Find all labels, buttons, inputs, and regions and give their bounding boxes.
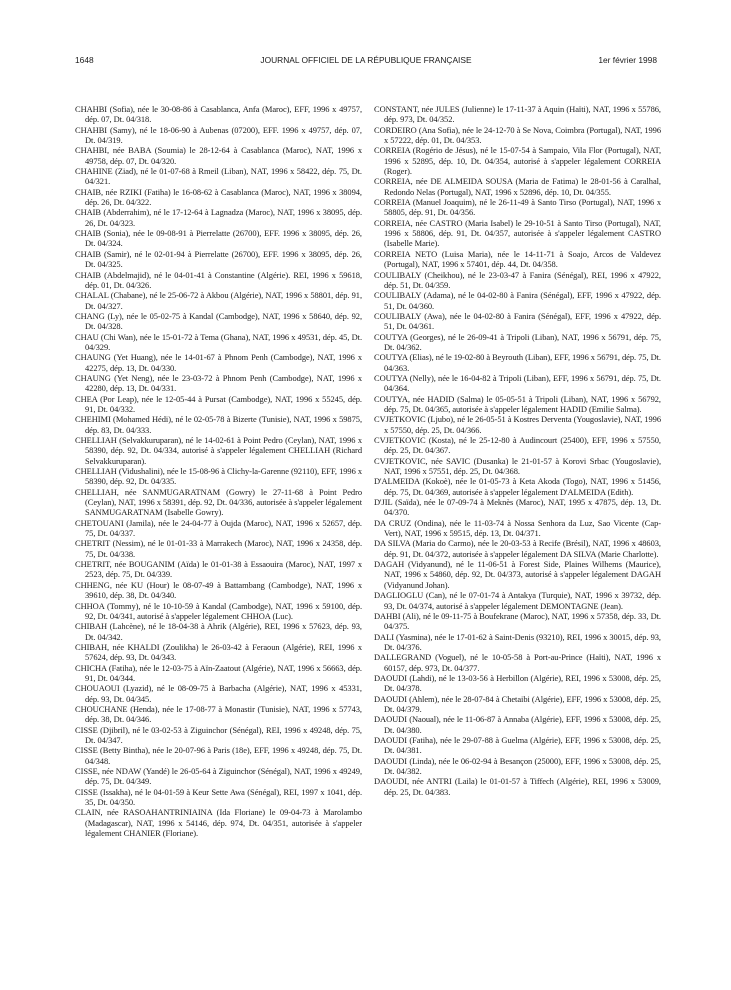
naturalization-entry: DA SILVA (Maria do Carmo), née le 20-03-53 à Recife (Brésil), NAT, 1996 x 48603, dép. 91, Dt. 04/372, autorisée à s'appeler légalement DA SILVA (Marie Charlotte). — [374, 538, 661, 559]
naturalization-entry: DALI (Yasmina), née le 17-01-62 à Saint-Denis (93210), REI, 1996 x 30015, dép. 93, Dt. 04/376. — [374, 631, 661, 652]
left-column — [75, 104, 362, 838]
naturalization-entry: CHAU (Chi Wan), née le 15-01-72 à Tema (Ghana), NAT, 1996 x 49531, dép. 45, Dt. 04/329. — [75, 331, 362, 352]
naturalization-entry: CHAIB (Abdelmajid), né le 04-01-41 à Constantine (Algérie). REI, 1996 x 59618, dép. 01, Dt. 04/326. — [75, 269, 362, 290]
naturalization-entry: D'ALMEIDA (Kokoè), née le 01-05-73 à Keta Akoda (Togo), NAT, 1996 x 51456, dép. 75, Dt. 04/369, autorisée à s'appeler légalement D'ALMEIDA (Edith). — [374, 476, 661, 497]
naturalization-entry: DAOUDI (Ahlem), née le 28-07-84 à Chetaibi (Algérie), EFF, 1996 x 53008, dép. 25, Dt. 04/379. — [374, 693, 661, 714]
naturalization-entry: CHICHA (Fatiha), née le 12-03-75 à Aïn-Zaatout (Algérie), NAT, 1996 x 56663, dép. 91, Dt. 04/344. — [75, 662, 362, 683]
page-header — [75, 54, 657, 68]
naturalization-entry: CHIBAH (Lahcène), né le 18-04-38 à Ahrik (Algérie), REI, 1996 x 57623, dép. 93, Dt. 04/342. — [75, 621, 362, 642]
naturalization-entry: CISSE, née NDAW (Yandé) le 26-05-64 à Ziguinchor (Sénégal), NAT, 1996 x 49249, dép. 75, Dt. 04/349. — [75, 766, 362, 787]
naturalization-entry: COULIBALY (Awa), née le 04-02-80 à Fanira (Sénégal), EFF, 1996 x 47922, dép. 51, Dt. 04/361. — [374, 310, 661, 332]
naturalization-entry: CVJETKOVIC, née SAVIC (Dusanka) le 21-01-57 à Korovi Srbac (Yougoslavie), NAT, 1996 x 57551, dép. 25, Dt. 04/368. — [374, 455, 661, 477]
naturalization-entry: DAGLIOGLU (Can), né le 07-01-74 à Antakya (Turquie), NAT, 1996 x 39732, dép. 93, Dt. 04/374, autorisé à s'appeler légalement DEMONTAGNE (Jean). — [374, 590, 661, 611]
journal-title: JOURNAL OFFICIEL DE LA RÉPUBLIQUE FRANÇAISE — [260, 55, 472, 65]
naturalization-entry: DAGAH (Vidyanund), né le 11-06-51 à Forest Side, Plaines Wilhems (Maurice), NAT, 1996 x 54860, dép. 92, Dt. 04/373, autorisé à s'appeler légalement DAGAH (Vidyanund Johan). — [374, 559, 661, 590]
naturalization-entry: CORREIA, née CASTRO (Maria Isabel) le 29-10-51 à Santo Tirso (Portugal), NAT, 1996 x 58806, dép. 91, Dt. 04/357, autorisée à s'appeler légalement CASTRO (Isabelle Marie). — [374, 217, 661, 249]
naturalization-entry: CORDEIRO (Ana Sofia), née le 24-12-70 à Se Nova, Coimbra (Portugal), NAT, 1996 x 57222, dép. 01, Dt. 04/353. — [374, 124, 661, 146]
naturalization-entry: COULIBALY (Adama), né le 04-02-80 à Fanira (Sénégal), EFF, 1996 x 47922, dép. 51, Dt. 04/360. — [374, 290, 661, 311]
naturalization-entry: CORREIA NETO (Luisa Maria), née le 14-11-71 à Soajo, Arcos de Valdevez (Portugal), NAT, 1996 x 57401, dép. 44, Dt. 04/358. — [374, 248, 661, 270]
naturalization-entry: CHALAL (Chabane), né le 25-06-72 à Akbou (Algérie), NAT, 1996 x 58801, dép. 91, Dt. 04/327. — [75, 290, 362, 311]
page-number: 1648 — [75, 55, 94, 65]
naturalization-entry: CORREIA, née DE ALMEIDA SOUSA (Maria de Fatima) le 28-01-56 à Caralhal, Redondo Nelas (Portugal), NAT, 1996 x 52896, dép. 10, Dt. 04/355. — [374, 176, 661, 197]
naturalization-entry: CVJETKOVIC (Kosta), né le 25-12-80 à Audincourt (25400), EFF, 1996 x 57550, dép. 25, Dt. 04/367. — [374, 435, 661, 456]
naturalization-entry: CHETRIT (Nessim), né le 01-01-33 à Marrakech (Maroc), NAT, 1996 x 24358, dép. 75, Dt. 04/338. — [75, 538, 362, 559]
naturalization-entry: CHANG (Ly), née le 05-02-75 à Kandal (Cambodge), NAT, 1996 x 58640, dép. 92, Dt. 04/328. — [75, 310, 362, 332]
naturalization-entry: COUTYA, née HADID (Salma) le 05-05-51 à Tripoli (Liban), NAT, 1996 x 56792, dép. 75, Dt. 04/365, autorisée à s'appeler légalement HADID (Emilie Salma). — [374, 393, 661, 414]
naturalization-entry: CHELLIAH (Selvakkuruparan), né le 14-02-61 à Point Pedro (Ceylan), NAT, 1996 x 58390, dép. 92, Dt. 04/334, autorisé à s'appeler légalement CHELLIAH (Richard Selvakkuruparan). — [75, 435, 362, 466]
naturalization-entry: DAOUDI (Naoual), née le 11-06-87 à Annaba (Algérie), EFF, 1996 x 53008, dép. 25, Dt. 04/380. — [374, 714, 661, 735]
naturalization-entry: CHELLIAH (Vidushalini), née le 15-08-96 à Clichy-la-Garenne (92110), EFF, 1996 x 58390, dép. 92, Dt. 04/335. — [75, 466, 362, 487]
naturalization-entry: CHAHBI, née BABA (Soumia) le 28-12-64 à Casablanca (Maroc), NAT, 1996 x 49758, dép. 07, Dt. 04/320. — [75, 145, 362, 166]
naturalization-entry: CVJETKOVIC (Ljubo), né le 26-05-51 à Kostres Derventa (Yougoslavie), NAT, 1996 x 57550, dép. 25, Dt. 04/366. — [374, 414, 661, 435]
naturalization-entry: CHAUNG (Yet Huang), née le 14-01-67 à Phnom Penh (Cambodge), NAT, 1996 x 42275, dép. 13, Dt. 04/330. — [75, 352, 362, 373]
naturalization-entry: DAHBI (Ali), né le 09-11-75 à Boufekrane (Maroc), NAT, 1996 x 57358, dép. 33, Dt. 04/375. — [374, 610, 661, 632]
naturalization-entry: CHETRIT, née BOUGANIM (Aïda) le 01-01-38 à Essaouira (Maroc), NAT, 1997 x 2523, dép. 75, Dt. 04/339. — [75, 559, 362, 580]
naturalization-entry: CHAIB (Sonia), née le 09-08-91 à Pierrelatte (26700), EFF. 1996 x 38095, dép. 26, Dt. 04/324. — [75, 228, 362, 249]
naturalization-entry: COUTYA (Georges), né le 26-09-41 à Tripoli (Liban), NAT, 1996 x 56791, dép. 75, Dt. 04/362. — [374, 331, 661, 352]
naturalization-entry: DALLEGRAND (Voguel), né le 10-05-58 à Port-au-Prince (Haïti), NAT, 1996 x 60157, dép. 973, Dt. 04/377. — [374, 652, 661, 673]
naturalization-entry: CHELLIAH, née SANMUGARATNAM (Gowry) le 27-11-68 à Point Pedro (Ceylan), NAT, 1996 x 58391, dép. 92, Dt. 04/336, autorisée à s'appeler légalement SANMUGARATNAM (Isabelle Gowry). — [75, 486, 362, 518]
naturalization-entry: CHAHINE (Ziad), né le 01-07-68 à Rmeil (Liban), NAT, 1996 x 58422, dép. 75, Dt. 04/321. — [75, 166, 362, 187]
naturalization-entry: COUTYA (Nelly), née le 16-04-82 à Tripoli (Liban), EFF, 1996 x 56791, dép. 75, Dt. 04/364. — [374, 372, 661, 394]
naturalization-entry: CHAHBI (Sofia), née le 30-08-86 à Casablanca, Anfa (Maroc), EFF, 1996 x 49757, dép. 07, Dt. 04/318. — [75, 104, 362, 125]
naturalization-entry: CHAHBI (Samy), né le 18-06-90 à Aubenas (07200), EFF. 1996 x 49757, dép. 07, Dt. 04/319. — [75, 124, 362, 146]
naturalization-entry: CISSE (Issakha), né le 04-01-59 à Keur Sette Awa (Sénégal), REI, 1997 x 1041, dép. 35, Dt. 04/350. — [75, 786, 362, 808]
naturalization-entry: CISSE (Djibril), né le 03-02-53 à Ziguinchor (Sénégal), REI, 1996 x 49248, dép. 75, Dt. 04/347. — [75, 724, 362, 745]
naturalization-entry: CHAUNG (Yet Neng), née le 23-03-72 à Phnom Penh (Cambodge), NAT, 1996 x 42280, dép. 13, Dt. 04/331. — [75, 372, 362, 394]
naturalization-entry: CLAIN, née RASOAHANTRINIAINA (Ida Floriane) le 09-04-73 à Marolambo (Madagascar), NAT, 1996 x 54146, dép. 974, Dt. 04/351, autorisée à s'appeler légalement CHANIER (Floriane). — [75, 807, 362, 839]
naturalization-entry: CHHENG, née KU (Hour) le 08-07-49 à Battambang (Cambodge), NAT, 1996 x 39610, dép. 38, Dt. 04/340. — [75, 579, 362, 601]
naturalization-entry: CHIBAH, née KHALDI (Zoulikha) le 26-03-42 à Feraoun (Algérie), REI, 1996 x 57624, dép. 93, Dt. 04/343. — [75, 641, 362, 663]
naturalization-entry: D'JIL (Saïda), née le 07-09-74 à Meknès (Maroc), NAT, 1995 x 47875, dép. 13, Dt. 04/370. — [374, 497, 661, 518]
naturalization-entry: CONSTANT, née JULES (Julienne) le 17-11-37 à Aquin (Haïti), NAT, 1996 x 55786, dép. 973, Dt. 04/352. — [374, 104, 661, 125]
naturalization-entry: DA CRUZ (Ondina), née le 11-03-74 à Nossa Senhora da Luz, Sao Vicente (Cap-Vert), NAT, 1996 x 59515, dép. 13, Dt. 04/371. — [374, 517, 661, 539]
naturalization-entry: CHAIB (Abderrahim), né le 17-12-64 à Lagnadza (Maroc), NAT, 1996 x 38095, dép. 26, Dt. 04/323. — [75, 207, 362, 228]
naturalization-entry: CHOUAOUI (Lyazid), né le 08-09-75 à Barbacha (Algérie), NAT, 1996 x 45331, dép. 93, Dt. 04/345. — [75, 683, 362, 704]
naturalization-entry: CISSE (Betty Bintha), née le 20-07-96 à Paris (18e), EFF, 1996 x 49248, dép. 75, Dt. 04/348. — [75, 745, 362, 766]
naturalization-entry: DAOUDI, née ANTRI (Laila) le 01-01-57 à Tiffech (Algérie), REI, 1996 x 53009, dép. 25, Dt. 04/383. — [374, 776, 661, 797]
naturalization-entry: CHEA (Por Leap), née le 12-05-44 à Pursat (Cambodge), NAT, 1996 x 55245, dép. 91, Dt. 04/332. — [75, 393, 362, 414]
naturalization-entry: COULIBALY (Cheikhou), né le 23-03-47 à Fanira (Sénégal), REI, 1996 x 47922, dép. 51, Dt. 04/359. — [374, 269, 661, 290]
naturalization-entry: COUTYA (Elias), né le 19-02-80 à Beyrouth (Liban), EFF, 1996 x 56791, dép. 75, Dt. 04/363. — [374, 352, 661, 373]
naturalization-entry: DAOUDI (Linda), née le 06-02-94 à Besançon (25000), EFF, 1996 x 53008, dép. 25, Dt. 04/382. — [374, 755, 661, 776]
naturalization-entry: CHHOA (Tommy), né le 10-10-59 à Kandal (Cambodge), NAT, 1996 x 59100, dép. 92, Dt. 04/341, autorisé à s'appeler légalement CHHOA (Luc). — [75, 600, 362, 621]
naturalization-entry: CHAIB (Samir), né le 02-01-94 à Pierrelatte (26700), EFF. 1996 x 38095, dép. 26, Dt. 04/325. — [75, 248, 362, 270]
naturalization-entry: CORREIA (Manuel Joaquim), né le 26-11-49 à Santo Tirso (Portugal), NAT, 1996 x 58805, dép. 91, Dt. 04/356. — [374, 197, 661, 218]
naturalization-entry: DAOUDI (Fatiha), née le 29-07-88 à Guelma (Algérie), EFF, 1996 x 53008, dép. 25, Dt. 04/381. — [374, 734, 661, 756]
right-column — [374, 104, 661, 797]
naturalization-entry: CHAIB, née RZIKI (Fatiha) le 16-08-62 à Casablanca (Maroc), NAT, 1996 x 38094, dép. 26, Dt. 04/322. — [75, 186, 362, 208]
naturalization-entry: CORREIA (Rogério de Jésus), né le 15-07-54 à Sampaio, Vila Flor (Portugal), NAT, 1996 x 52895, dép. 10, Dt. 04/354, autorisé à s'appeler légalement CORREIA (Roger). — [374, 145, 661, 177]
naturalization-entry: CHOUCHANE (Henda), née le 17-08-77 à Monastir (Tunisie), NAT, 1996 x 57743, dép. 38, Dt. 04/346. — [75, 703, 362, 725]
issue-date: 1er février 1998 — [598, 55, 657, 65]
naturalization-entry: DAOUDI (Lahdi), né le 13-03-56 à Herbillon (Algérie), REI, 1996 x 53008, dép. 25, Dt. 04/378. — [374, 672, 661, 694]
naturalization-entry: CHETOUANI (Jamila), née le 24-04-77 à Oujda (Maroc), NAT, 1996 x 52657, dép. 75, Dt. 04/337. — [75, 517, 362, 539]
naturalization-entry: CHEHIMI (Mohamed Hédi), né le 02-05-78 à Bizerte (Tunisie), NAT, 1996 x 59875, dép. 83, Dt. 04/333. — [75, 414, 362, 435]
